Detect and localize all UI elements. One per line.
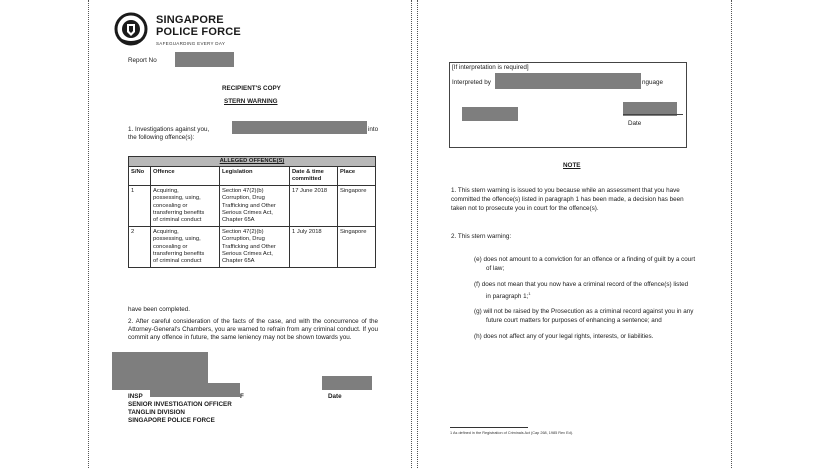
- cell-legislation-line: Trafficking and Other: [222, 202, 276, 209]
- cell-legislation-line: Section 47(2)(b): [222, 187, 264, 194]
- cell-legislation-line: Chapter 65A: [222, 258, 255, 265]
- paragraph-2: 2. After careful consideration of the facts of the case, and with the concurrence of the Attorney-General's Chambers, you are warned to refrain from any criminal conduct. If you commit any offence in future, the same leniency may not be shown towards you.: [128, 318, 378, 341]
- cell-offence-line: concealing or: [153, 202, 188, 209]
- interpreted-by-label: Interpreted by: [452, 79, 491, 86]
- cell-offence-line: possessing, using,: [153, 236, 201, 243]
- interpreted-language-label: nguage: [642, 79, 664, 86]
- alleged-offences-table: [128, 156, 376, 268]
- cell-sno: 1: [129, 186, 151, 227]
- org-name-line2: POLICE FORCE: [156, 26, 241, 38]
- signatory-title: SENIOR INVESTIGATION OFFICER: [128, 401, 232, 408]
- paragraph-1-end: into: [368, 126, 379, 133]
- recipient-copy-page: [100, 0, 400, 468]
- column-header-legislation: Legislation: [220, 167, 290, 186]
- cell-offence-line: Acquiring,: [153, 187, 179, 194]
- footnote-rule: [450, 427, 528, 428]
- police-crest-icon: [114, 12, 148, 46]
- report-no-label: Report No: [128, 57, 157, 64]
- cell-offence-line: of criminal conduct: [153, 258, 202, 265]
- org-name-line1: SINGAPORE: [156, 14, 224, 26]
- cell-offence-line: transferring benefits: [153, 209, 205, 216]
- signatory-initial: F: [240, 393, 244, 400]
- redaction-officer-name: [150, 383, 240, 397]
- note-1-line2: committed the offence(s) listed in paragraph 1 has been made, a decision has been: [451, 196, 684, 203]
- signatory-division: TANGLIN DIVISION: [128, 409, 185, 416]
- redaction-interpreter: [495, 73, 641, 89]
- table-row: [129, 186, 376, 227]
- cell-legislation-line: Corruption, Drug: [222, 195, 265, 202]
- paragraph-1-line2: the following offence(s):: [128, 134, 195, 141]
- left-page-right-edge: [411, 0, 412, 468]
- left-page-edge: [88, 0, 89, 468]
- cell-legislation-line: Trafficking and Other: [222, 243, 276, 250]
- note-item-f-line2: [486, 290, 531, 301]
- signatory-rank: INSP: [128, 393, 143, 400]
- right-page-right-edge: [731, 0, 732, 468]
- interpretation-required-label: [If interpretation is required]: [452, 64, 529, 71]
- signatory-org: SINGAPORE POLICE FORCE: [128, 417, 215, 424]
- note-item-g-line1: (g) will not be raised by the Prosecution as a criminal record against you in any: [474, 308, 694, 315]
- completed-text: have been completed.: [128, 306, 190, 313]
- cell-legislation-line: Section 47(2)(b): [222, 228, 264, 235]
- table-band-title: ALLEGED OFFENCE(S): [129, 157, 376, 167]
- cell-offence-line: of criminal conduct: [153, 217, 202, 224]
- redaction-sign-date: [322, 376, 372, 390]
- note-item-h: (h) does not affect any of your legal rights, interests, or liabilities.: [474, 333, 654, 340]
- org-tagline: SAFEGUARDING EVERY DAY: [156, 41, 226, 46]
- cell-legislation-line: Serious Crimes Act,: [222, 250, 273, 257]
- cell-legislation: [220, 186, 290, 227]
- cell-legislation-line: Chapter 65A: [222, 217, 255, 224]
- column-header-offence: Offence: [151, 167, 220, 186]
- cell-legislation: [220, 227, 290, 268]
- note-title: NOTE: [563, 162, 581, 169]
- right-page-edge: [417, 0, 418, 468]
- column-header-place: Place: [338, 167, 376, 186]
- interpreter-date-label: Date: [628, 120, 642, 127]
- cell-offence: [151, 186, 220, 227]
- note-item-f-line1: (f) does not mean that you now have a criminal record of the offence(s) listed: [474, 281, 689, 288]
- redaction-interpreter-signature: [462, 107, 518, 121]
- note-page: [430, 0, 730, 468]
- footnote: 1 As defined in the Registration of Criminals Act (Cap 268, 1985 Rev Ed).: [450, 431, 574, 435]
- note-2-intro: 2. This stern warning:: [451, 233, 512, 240]
- org-name: [156, 14, 241, 38]
- note-1-line1: 1. This stern warning is issued to you because while an assessment that you have: [451, 187, 680, 194]
- redaction-recipient-name: [232, 121, 367, 134]
- copy-title: RECIPIENT'S COPY: [222, 85, 281, 92]
- column-header-sno: S/No: [129, 167, 151, 186]
- cell-date: 1 July 2018: [290, 227, 338, 268]
- cell-place: Singapore: [338, 186, 376, 227]
- cell-offence: [151, 227, 220, 268]
- cell-place: Singapore: [338, 227, 376, 268]
- cell-legislation-line: Serious Crimes Act,: [222, 209, 273, 216]
- column-header-date-time: Date & time committed: [290, 167, 338, 186]
- cell-date: 17 June 2018: [290, 186, 338, 227]
- paragraph-1-start: 1. Investigations against you,: [128, 126, 210, 133]
- cell-offence-line: Acquiring,: [153, 228, 179, 235]
- note-item-g-line2: future court matters for purposes of enhancing a sentence; and: [486, 317, 662, 324]
- redaction-report-no: [175, 52, 234, 67]
- note-1-line3: taken not to prosecute you in court for the offence(s).: [451, 205, 599, 212]
- note-item-e-line1: (e) does not amount to a conviction for an offence or a finding of guilt by a court: [474, 256, 696, 263]
- cell-legislation-line: Corruption, Drug: [222, 236, 265, 243]
- footnote-ref: 1: [528, 291, 531, 296]
- cell-sno: 2: [129, 227, 151, 268]
- warning-title: STERN WARNING: [224, 98, 278, 105]
- note-item-e-line2: of law;: [486, 265, 505, 272]
- cell-offence-line: possessing, using,: [153, 195, 201, 202]
- sign-date-label: Date: [328, 393, 342, 400]
- cell-offence-line: transferring benefits: [153, 250, 205, 257]
- note-item-f-line2-text: in paragraph 1;: [486, 293, 529, 301]
- table-row: [129, 227, 376, 268]
- interpreter-date-line: [623, 114, 683, 115]
- cell-offence-line: concealing or: [153, 243, 188, 250]
